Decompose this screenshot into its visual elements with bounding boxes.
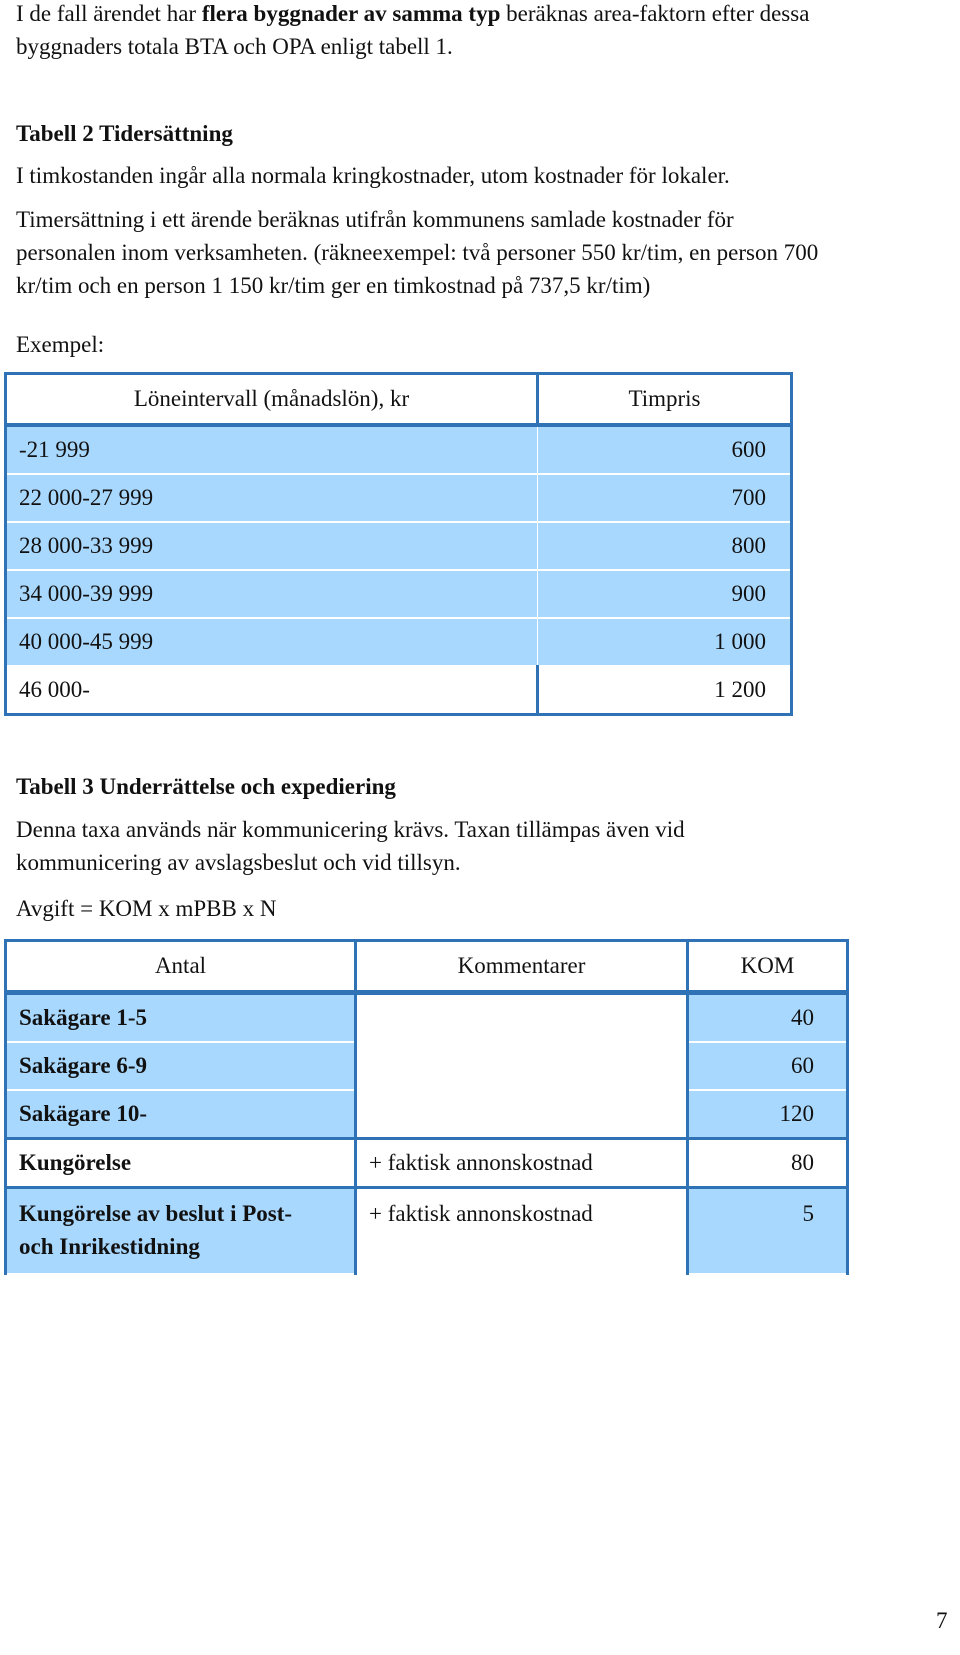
tabell2-heading: Tabell 2 Tidersättning	[16, 121, 233, 146]
intro-paragraph	[16, 0, 809, 63]
loneintervall-cell: 22 000-27 999	[6, 474, 538, 522]
kommentar-cell: + faktisk annonskostnad	[356, 1188, 688, 1275]
timpris-table	[4, 372, 793, 716]
table-row	[6, 425, 792, 474]
loneintervall-cell: 46 000-	[6, 666, 538, 715]
column-header-kom: KOM	[688, 941, 848, 993]
antal-cell: Sakägare 6-9	[6, 1042, 356, 1090]
timpris-cell: 800	[538, 522, 792, 570]
tabell2-paragraph-1: I timkostanden ingår alla normala kringkostnader, utom kostnader för lokaler.	[16, 163, 730, 188]
kommentar-cell	[356, 1090, 688, 1139]
timpris-cell: 700	[538, 474, 792, 522]
kom-cell: 40	[688, 993, 848, 1043]
intro-bold-phrase: flera byggnader av samma typ	[201, 1, 501, 26]
tabell3-heading: Tabell 3 Underrättelse och expediering	[16, 774, 396, 799]
tabell2-paragraph-2-line: kr/tim och en person 1 150 kr/tim ger en timkostnad på 737,5 kr/tim)	[16, 273, 651, 298]
table-header-row	[6, 941, 848, 993]
tabell3-paragraph	[16, 813, 685, 879]
tabell3-paragraph-line: kommunicering av avslagsbeslut och vid tillsyn.	[16, 850, 461, 875]
table-row	[6, 1139, 848, 1188]
tabell2-paragraph-2-line: Timersättning i ett ärende beräknas utifrån kommunens samlade kostnader för	[16, 207, 734, 232]
intro-line-1: I de fall ärendet har flera byggnader av samma typ beräknas area-faktorn efter dessa	[16, 1, 810, 26]
table-row	[6, 666, 792, 715]
column-header-antal: Antal	[6, 941, 356, 993]
antal-cell: Sakägare 1-5	[6, 993, 356, 1043]
antal-cell: Kungörelse	[6, 1139, 356, 1188]
table-row	[6, 570, 792, 618]
table-row	[6, 993, 848, 1043]
kom-cell: 120	[688, 1090, 848, 1139]
column-header-kommentarer: Kommentarer	[356, 941, 688, 993]
table-row	[6, 1188, 848, 1275]
loneintervall-cell: 34 000-39 999	[6, 570, 538, 618]
intro-line-2: byggnaders totala BTA och OPA enligt tabell 1.	[16, 34, 453, 59]
antal-cell-line: och Inrikestidning	[19, 1234, 200, 1259]
kommentar-cell	[356, 993, 688, 1043]
table-row	[6, 1090, 848, 1139]
table-row	[6, 522, 792, 570]
loneintervall-cell: -21 999	[6, 425, 538, 474]
table-row	[6, 618, 792, 666]
table-header-row	[6, 374, 792, 426]
antal-cell-line: Kungörelse av beslut i Post-	[19, 1201, 293, 1226]
page-number: 7	[936, 1608, 948, 1633]
kom-cell: 60	[688, 1042, 848, 1090]
avgift-formula: Avgift = KOM x mPBB x N	[16, 896, 277, 921]
loneintervall-cell: 40 000-45 999	[6, 618, 538, 666]
timpris-cell: 1 200	[538, 666, 792, 715]
antal-cell	[6, 1188, 356, 1275]
tabell2-paragraph-2-line: personalen inom verksamheten. (räkneexempel: två personer 550 kr/tim, en person 700	[16, 240, 819, 265]
timpris-cell: 900	[538, 570, 792, 618]
kommentar-cell: + faktisk annonskostnad	[356, 1139, 688, 1188]
timpris-cell: 600	[538, 425, 792, 474]
kom-table	[4, 939, 849, 1275]
example-label: Exempel:	[16, 332, 105, 357]
loneintervall-cell: 28 000-33 999	[6, 522, 538, 570]
table-row	[6, 1042, 848, 1090]
timpris-cell: 1 000	[538, 618, 792, 666]
column-header-timpris: Timpris	[538, 374, 792, 426]
kom-cell: 80	[688, 1139, 848, 1188]
kom-cell: 5	[688, 1188, 848, 1275]
tabell2-paragraph-2	[16, 203, 818, 302]
antal-cell: Sakägare 10-	[6, 1090, 356, 1139]
table-row	[6, 474, 792, 522]
tabell3-paragraph-line: Denna taxa används när kommunicering krävs. Taxan tillämpas även vid	[16, 817, 685, 842]
column-header-loneintervall: Löneintervall (månadslön), kr	[6, 374, 538, 426]
kommentar-cell	[356, 1042, 688, 1090]
